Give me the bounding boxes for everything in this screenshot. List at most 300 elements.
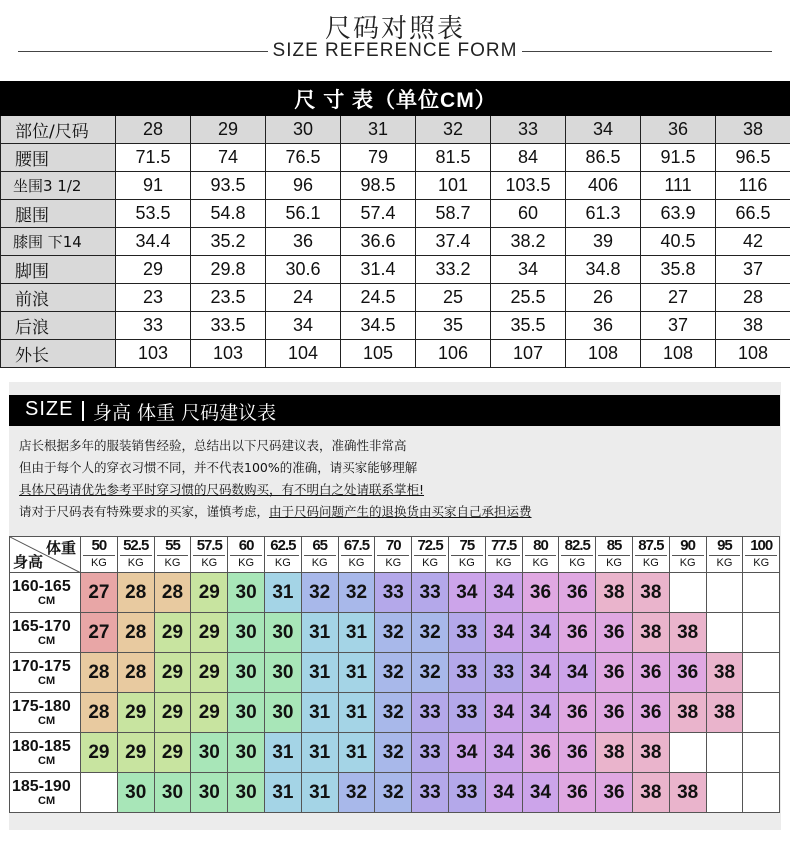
size-table-row bbox=[1, 144, 790, 172]
measurement-label: 外长 bbox=[1, 340, 116, 368]
size-cell: 33 bbox=[412, 773, 449, 813]
weight-header bbox=[412, 537, 449, 573]
weight-header bbox=[632, 537, 669, 573]
measurement-value: 34.8 bbox=[566, 256, 641, 284]
size-col-header: 34 bbox=[566, 116, 641, 144]
height-row bbox=[10, 733, 780, 773]
size-col-header: 32 bbox=[416, 116, 491, 144]
size-cell: 28 bbox=[81, 653, 118, 693]
measurement-value: 105 bbox=[341, 340, 416, 368]
size-cell: 34 bbox=[485, 693, 522, 733]
page-subtitle: SIZE REFERENCE FORM bbox=[272, 40, 518, 61]
size-cell: 29 bbox=[154, 693, 191, 733]
height-unit: CM bbox=[38, 595, 56, 607]
size-cell: 30 bbox=[228, 773, 265, 813]
size-cell: 38 bbox=[669, 693, 706, 733]
size-cell: 34 bbox=[448, 573, 485, 613]
weight-value: 95 bbox=[717, 537, 732, 554]
size-cell: 32 bbox=[375, 773, 412, 813]
weight-value: 82.5 bbox=[564, 537, 590, 554]
weight-header bbox=[81, 537, 118, 573]
weight-unit: KG bbox=[598, 555, 630, 570]
measurement-value: 39 bbox=[566, 228, 641, 256]
size-cell: 27 bbox=[81, 573, 118, 613]
size-cell bbox=[669, 573, 706, 613]
size-cell: 33 bbox=[412, 573, 449, 613]
height-row bbox=[10, 653, 780, 693]
size-cell: 36 bbox=[669, 653, 706, 693]
size-cell: 30 bbox=[154, 773, 191, 813]
measurement-value: 42 bbox=[716, 228, 790, 256]
weight-header bbox=[706, 537, 743, 573]
height-unit: CM bbox=[38, 635, 56, 647]
size-cell: 33 bbox=[412, 733, 449, 773]
weight-value: 55 bbox=[165, 537, 180, 554]
weight-header bbox=[191, 537, 228, 573]
size-cell: 34 bbox=[522, 653, 559, 693]
weight-value: 70 bbox=[385, 537, 401, 554]
size-cell: 29 bbox=[154, 733, 191, 773]
size-cell: 30 bbox=[228, 573, 265, 613]
measurement-value: 96.5 bbox=[716, 144, 790, 172]
size-table-row bbox=[1, 340, 790, 368]
measurement-value: 116 bbox=[716, 172, 790, 200]
size-cell: 36 bbox=[632, 693, 669, 733]
weight-value: 52.5 bbox=[123, 537, 149, 554]
size-cell: 36 bbox=[559, 773, 596, 813]
size-cell bbox=[669, 733, 706, 773]
measurement-value: 406 bbox=[566, 172, 641, 200]
height-header bbox=[10, 773, 81, 813]
measurement-value: 25 bbox=[416, 284, 491, 312]
banner-title: 身高 体重 尺码建议表 bbox=[93, 402, 277, 424]
weight-value: 90 bbox=[680, 537, 695, 554]
size-cell: 34 bbox=[522, 773, 559, 813]
measurement-value: 66.5 bbox=[716, 200, 790, 228]
size-cell: 38 bbox=[669, 773, 706, 813]
weight-unit: KG bbox=[745, 555, 777, 570]
weight-value: 65 bbox=[312, 537, 328, 554]
weight-unit: KG bbox=[414, 555, 446, 570]
size-cell: 33 bbox=[375, 573, 412, 613]
measurement-value: 81.5 bbox=[416, 144, 491, 172]
weight-unit: KG bbox=[672, 555, 704, 570]
size-cell: 38 bbox=[596, 573, 633, 613]
measurement-value: 23 bbox=[116, 284, 191, 312]
size-cell: 29 bbox=[191, 573, 228, 613]
weight-header bbox=[448, 537, 485, 573]
measurement-value: 79 bbox=[341, 144, 416, 172]
size-cell bbox=[743, 653, 780, 693]
size-cell: 29 bbox=[81, 733, 118, 773]
measurement-value: 31.4 bbox=[341, 256, 416, 284]
weight-header bbox=[485, 537, 522, 573]
weight-value: 72.5 bbox=[417, 537, 443, 554]
size-cell: 29 bbox=[191, 693, 228, 733]
corner-weight-label: 体重 bbox=[45, 539, 76, 557]
measurement-value: 101 bbox=[416, 172, 491, 200]
size-cell: 28 bbox=[154, 573, 191, 613]
measurement-value: 91 bbox=[116, 172, 191, 200]
measurement-value: 56.1 bbox=[266, 200, 341, 228]
height-header bbox=[10, 573, 81, 613]
measurement-value: 35.8 bbox=[641, 256, 716, 284]
size-table-banner: 尺 寸 表（单位CM） bbox=[1, 82, 790, 116]
measurement-value: 28 bbox=[716, 284, 790, 312]
size-cell: 34 bbox=[522, 613, 559, 653]
size-cell: 31 bbox=[338, 613, 375, 653]
size-cell: 31 bbox=[301, 693, 338, 733]
size-cell bbox=[81, 773, 118, 813]
size-cell: 34 bbox=[485, 773, 522, 813]
size-cell: 34 bbox=[522, 693, 559, 733]
size-cell: 38 bbox=[632, 613, 669, 653]
weight-value: 57.5 bbox=[196, 537, 222, 554]
measurement-value: 98.5 bbox=[341, 172, 416, 200]
note-line: 店长根据多年的服装销售经验，总结出以下尺码建议表，准确性非常高 bbox=[19, 438, 407, 453]
measurement-label: 后浪 bbox=[1, 312, 116, 340]
size-cell: 34 bbox=[485, 613, 522, 653]
weight-header bbox=[117, 537, 154, 573]
size-cell: 30 bbox=[228, 653, 265, 693]
note-text-underlined: 由于尺码问题产生的退换货由买家自己承担运费 bbox=[269, 504, 532, 519]
size-cell bbox=[743, 733, 780, 773]
measurement-value: 84 bbox=[491, 144, 566, 172]
measurement-value: 34 bbox=[491, 256, 566, 284]
size-cell: 31 bbox=[301, 613, 338, 653]
size-cell: 30 bbox=[228, 733, 265, 773]
recommendation-banner bbox=[9, 395, 780, 426]
size-cell: 33 bbox=[485, 653, 522, 693]
size-cell: 33 bbox=[448, 773, 485, 813]
measurement-label: 坐围3 1/2 bbox=[1, 172, 116, 200]
size-cell: 31 bbox=[301, 733, 338, 773]
size-cell: 36 bbox=[559, 613, 596, 653]
measurement-value: 36.6 bbox=[341, 228, 416, 256]
measurement-value: 71.5 bbox=[116, 144, 191, 172]
measurement-value: 61.3 bbox=[566, 200, 641, 228]
size-table-row bbox=[1, 228, 790, 256]
size-cell: 30 bbox=[264, 613, 301, 653]
measurement-value: 34.5 bbox=[341, 312, 416, 340]
measurement-value: 58.7 bbox=[416, 200, 491, 228]
size-cell: 34 bbox=[559, 653, 596, 693]
size-cell: 32 bbox=[375, 653, 412, 693]
weight-value: 77.5 bbox=[491, 537, 517, 554]
weight-header-row bbox=[10, 537, 780, 573]
size-cell: 29 bbox=[117, 693, 154, 733]
height-header bbox=[10, 733, 81, 773]
size-cell bbox=[706, 733, 743, 773]
measurement-value: 30.6 bbox=[266, 256, 341, 284]
weight-value: 100 bbox=[750, 537, 773, 554]
size-cell: 36 bbox=[632, 653, 669, 693]
measurement-value: 33 bbox=[116, 312, 191, 340]
height-header bbox=[10, 693, 81, 733]
size-cell: 36 bbox=[559, 733, 596, 773]
note-line: 具体尺码请优先参考平时穿习惯的尺码数购买，有不明白之处请联系掌柜! bbox=[19, 482, 425, 497]
measurement-value: 76.5 bbox=[266, 144, 341, 172]
size-col-header: 28 bbox=[116, 116, 191, 144]
weight-header bbox=[264, 537, 301, 573]
height-header bbox=[10, 653, 81, 693]
measurement-value: 24.5 bbox=[341, 284, 416, 312]
height-range: 160-165 bbox=[12, 578, 71, 595]
size-cell: 32 bbox=[412, 653, 449, 693]
size-cell bbox=[743, 613, 780, 653]
size-cell: 32 bbox=[412, 613, 449, 653]
measurement-value: 111 bbox=[641, 172, 716, 200]
size-cell: 29 bbox=[117, 733, 154, 773]
divider-left bbox=[18, 51, 268, 52]
size-cell: 29 bbox=[191, 613, 228, 653]
weight-header bbox=[228, 537, 265, 573]
size-cell: 28 bbox=[117, 613, 154, 653]
measurement-value: 108 bbox=[716, 340, 790, 368]
size-col-header: 29 bbox=[191, 116, 266, 144]
notes-block bbox=[19, 435, 719, 523]
measurement-value: 37 bbox=[716, 256, 790, 284]
measurement-value: 60 bbox=[491, 200, 566, 228]
weight-unit: KG bbox=[377, 555, 409, 570]
measurement-value: 33.5 bbox=[191, 312, 266, 340]
height-row bbox=[10, 573, 780, 613]
size-cell: 36 bbox=[559, 693, 596, 733]
size-cell: 34 bbox=[485, 733, 522, 773]
size-cell: 38 bbox=[632, 573, 669, 613]
size-cell: 33 bbox=[448, 613, 485, 653]
size-cell: 30 bbox=[264, 653, 301, 693]
size-table-row bbox=[1, 256, 790, 284]
height-row bbox=[10, 613, 780, 653]
size-cell: 31 bbox=[264, 573, 301, 613]
size-cell: 31 bbox=[338, 693, 375, 733]
weight-unit: KG bbox=[635, 555, 667, 570]
weight-header bbox=[596, 537, 633, 573]
size-col-header: 31 bbox=[341, 116, 416, 144]
measurement-value: 86.5 bbox=[566, 144, 641, 172]
measurement-value: 40.5 bbox=[641, 228, 716, 256]
measurement-value: 108 bbox=[641, 340, 716, 368]
measurement-label: 前浪 bbox=[1, 284, 116, 312]
size-col-header: 33 bbox=[491, 116, 566, 144]
measurement-value: 29.8 bbox=[191, 256, 266, 284]
measurement-value: 27 bbox=[641, 284, 716, 312]
size-cell bbox=[706, 613, 743, 653]
measurement-value: 91.5 bbox=[641, 144, 716, 172]
size-cell: 32 bbox=[338, 773, 375, 813]
size-cell: 33 bbox=[448, 693, 485, 733]
size-cell: 28 bbox=[117, 573, 154, 613]
weight-header bbox=[559, 537, 596, 573]
size-cell: 36 bbox=[596, 693, 633, 733]
size-table-row bbox=[1, 284, 790, 312]
size-cell: 36 bbox=[522, 733, 559, 773]
page-title: 尺码对照表 bbox=[324, 14, 465, 44]
measurement-value: 104 bbox=[266, 340, 341, 368]
size-cell: 38 bbox=[596, 733, 633, 773]
measurement-value: 36 bbox=[266, 228, 341, 256]
measurement-value: 103 bbox=[191, 340, 266, 368]
measurement-value: 37.4 bbox=[416, 228, 491, 256]
weight-header bbox=[154, 537, 191, 573]
size-cell: 31 bbox=[301, 653, 338, 693]
measurement-value: 26 bbox=[566, 284, 641, 312]
height-weight-size-matrix bbox=[9, 536, 780, 813]
size-cell: 31 bbox=[338, 653, 375, 693]
measurement-value: 103 bbox=[116, 340, 191, 368]
height-unit: CM bbox=[38, 715, 56, 727]
height-range: 180-185 bbox=[12, 738, 71, 755]
size-cell: 31 bbox=[264, 773, 301, 813]
banner-size-label: SIZE bbox=[25, 398, 74, 420]
size-cell: 31 bbox=[338, 733, 375, 773]
height-range: 170-175 bbox=[12, 658, 71, 675]
measurement-value: 35 bbox=[416, 312, 491, 340]
size-cell: 34 bbox=[485, 573, 522, 613]
measurement-label: 脚围 bbox=[1, 256, 116, 284]
measurement-value: 24 bbox=[266, 284, 341, 312]
weight-value: 75 bbox=[459, 537, 475, 554]
size-header-label: 部位/尺码 bbox=[1, 116, 116, 144]
weight-unit: KG bbox=[525, 555, 557, 570]
size-cell: 33 bbox=[412, 693, 449, 733]
measurement-value: 38.2 bbox=[491, 228, 566, 256]
size-table-row bbox=[1, 172, 790, 200]
measurement-value: 108 bbox=[566, 340, 641, 368]
size-cell: 27 bbox=[81, 613, 118, 653]
weight-unit: KG bbox=[157, 555, 189, 570]
weight-unit: KG bbox=[193, 555, 225, 570]
measurement-value: 63.9 bbox=[641, 200, 716, 228]
measurement-value: 106 bbox=[416, 340, 491, 368]
size-cell: 29 bbox=[191, 653, 228, 693]
weight-unit: KG bbox=[451, 555, 483, 570]
measurement-value: 103.5 bbox=[491, 172, 566, 200]
size-cell: 36 bbox=[596, 613, 633, 653]
weight-header bbox=[522, 537, 559, 573]
weight-value: 85 bbox=[606, 537, 622, 554]
measurement-value: 53.5 bbox=[116, 200, 191, 228]
note-line bbox=[19, 501, 719, 523]
size-cell: 30 bbox=[264, 693, 301, 733]
size-cell: 36 bbox=[522, 573, 559, 613]
weight-unit: KG bbox=[304, 555, 336, 570]
measurement-value: 34 bbox=[266, 312, 341, 340]
measurement-value: 96 bbox=[266, 172, 341, 200]
size-cell: 36 bbox=[596, 653, 633, 693]
weight-header bbox=[669, 537, 706, 573]
weight-unit: KG bbox=[341, 555, 373, 570]
weight-unit: KG bbox=[709, 555, 741, 570]
size-table-row bbox=[1, 312, 790, 340]
height-header bbox=[10, 613, 81, 653]
size-cell bbox=[743, 693, 780, 733]
size-cell bbox=[743, 773, 780, 813]
size-col-header: 30 bbox=[266, 116, 341, 144]
measurement-value: 35.5 bbox=[491, 312, 566, 340]
size-cell: 30 bbox=[117, 773, 154, 813]
weight-header bbox=[743, 537, 780, 573]
weight-header bbox=[375, 537, 412, 573]
size-cell: 36 bbox=[559, 573, 596, 613]
measurement-value: 93.5 bbox=[191, 172, 266, 200]
weight-unit: KG bbox=[488, 555, 520, 570]
size-cell: 30 bbox=[191, 773, 228, 813]
size-cell: 30 bbox=[228, 693, 265, 733]
size-cell: 33 bbox=[448, 653, 485, 693]
measurement-value: 38 bbox=[716, 312, 790, 340]
weight-unit: KG bbox=[120, 555, 152, 570]
note-line: 但由于每个人的穿衣习惯不同，并不代表100%的准确，请买家能够理解 bbox=[19, 460, 418, 475]
measurement-value: 33.2 bbox=[416, 256, 491, 284]
measurement-label: 腿围 bbox=[1, 200, 116, 228]
height-unit: CM bbox=[38, 675, 56, 687]
size-cell bbox=[706, 773, 743, 813]
height-range: 185-190 bbox=[12, 778, 71, 795]
height-range: 165-170 bbox=[12, 618, 71, 635]
size-cell: 29 bbox=[154, 613, 191, 653]
size-cell: 32 bbox=[375, 613, 412, 653]
measurement-label: 腰围 bbox=[1, 144, 116, 172]
measurement-value: 57.4 bbox=[341, 200, 416, 228]
measurement-value: 36 bbox=[566, 312, 641, 340]
size-cell: 32 bbox=[338, 573, 375, 613]
size-col-header: 38 bbox=[716, 116, 790, 144]
size-cell: 29 bbox=[154, 653, 191, 693]
measurement-value: 37 bbox=[641, 312, 716, 340]
size-cell: 36 bbox=[596, 773, 633, 813]
divider-right bbox=[522, 51, 772, 52]
size-cell bbox=[706, 573, 743, 613]
size-cell: 34 bbox=[448, 733, 485, 773]
subtitle-row bbox=[0, 40, 790, 64]
measurement-value: 35.2 bbox=[191, 228, 266, 256]
measurement-value: 107 bbox=[491, 340, 566, 368]
height-row bbox=[10, 693, 780, 733]
size-cell: 30 bbox=[228, 613, 265, 653]
size-cell: 31 bbox=[301, 773, 338, 813]
measurement-value: 74 bbox=[191, 144, 266, 172]
size-cell: 28 bbox=[81, 693, 118, 733]
height-unit: CM bbox=[38, 795, 56, 807]
size-cell: 30 bbox=[191, 733, 228, 773]
size-cell: 38 bbox=[632, 773, 669, 813]
size-cell: 32 bbox=[375, 693, 412, 733]
weight-header bbox=[338, 537, 375, 573]
measurement-value: 25.5 bbox=[491, 284, 566, 312]
size-cell: 32 bbox=[375, 733, 412, 773]
weight-unit: KG bbox=[561, 555, 593, 570]
size-table-row bbox=[1, 200, 790, 228]
height-range: 175-180 bbox=[12, 698, 71, 715]
height-unit: CM bbox=[38, 755, 56, 767]
note-text: 请对于尺码表有特殊要求的买家，谨慎考虑， bbox=[19, 504, 270, 519]
weight-value: 67.5 bbox=[343, 537, 370, 554]
weight-value: 60 bbox=[238, 537, 254, 554]
measurement-value: 23.5 bbox=[191, 284, 266, 312]
weight-value: 50 bbox=[91, 537, 107, 554]
weight-unit: KG bbox=[267, 555, 299, 570]
size-col-header: 36 bbox=[641, 116, 716, 144]
measurement-value: 34.4 bbox=[116, 228, 191, 256]
height-row bbox=[10, 773, 780, 813]
weight-value: 87.5 bbox=[638, 537, 664, 554]
weight-unit: KG bbox=[83, 555, 115, 570]
measurement-value: 29 bbox=[116, 256, 191, 284]
corner-height-label: 身高 bbox=[13, 553, 44, 571]
size-cell: 38 bbox=[706, 653, 743, 693]
